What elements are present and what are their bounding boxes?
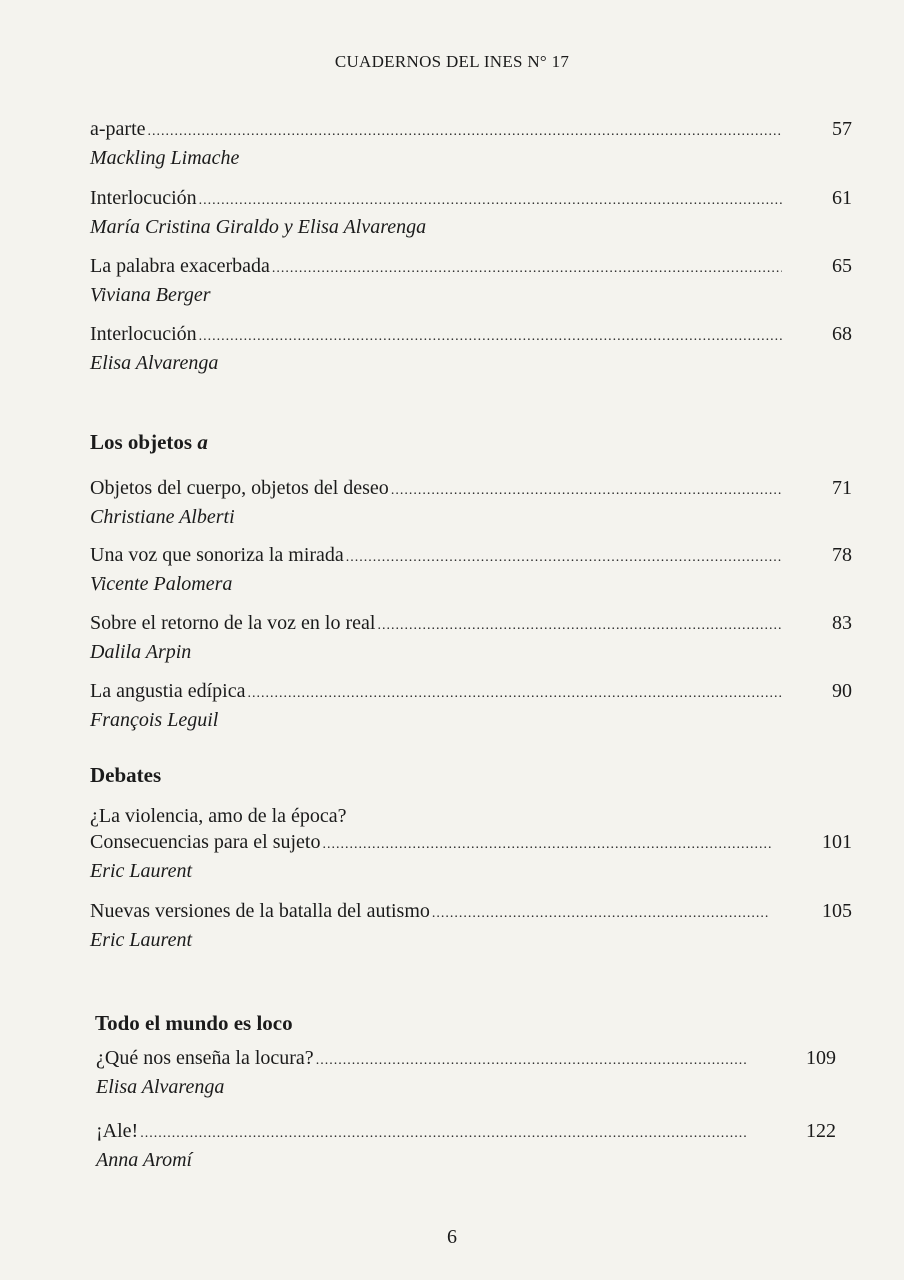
section-heading-debates: Debates xyxy=(90,763,162,787)
page-ref: 105 xyxy=(822,900,852,922)
toc-entry xyxy=(90,185,852,240)
page-ref: 101 xyxy=(822,831,852,853)
dot-leader xyxy=(346,545,782,571)
toc-line xyxy=(90,678,852,707)
dot-leader xyxy=(391,478,782,504)
entry-author: Viviana Berger xyxy=(90,284,211,306)
entry-author: Elisa Alvarenga xyxy=(90,352,219,374)
page-number: 6 xyxy=(447,1226,457,1248)
running-header: CUADERNOS DEL INES N° 17 xyxy=(334,52,570,71)
dot-leader xyxy=(148,119,782,145)
section-title-italic: a xyxy=(197,430,208,454)
toc-entry xyxy=(90,610,852,665)
dot-leader xyxy=(432,901,768,927)
entry-author: Vicente Palomera xyxy=(90,573,233,595)
dot-leader xyxy=(272,256,782,282)
entry-title: ¿Qué nos enseña la locura? xyxy=(96,1047,314,1069)
entry-author: Mackling Limache xyxy=(90,147,240,169)
entry-title: Una voz que sonoriza la mirada xyxy=(90,544,344,566)
section-heading-objetos xyxy=(90,430,208,455)
toc-entry xyxy=(90,321,852,376)
entry-author: Christiane Alberti xyxy=(90,506,235,528)
entry-author: Eric Laurent xyxy=(90,929,193,951)
page-ref: 61 xyxy=(832,187,852,209)
toc-line xyxy=(90,610,852,639)
toc-line xyxy=(90,185,852,214)
page-ref: 65 xyxy=(832,255,852,277)
section-heading-mundo: Todo el mundo es loco xyxy=(95,1011,293,1035)
entry-title: a-parte xyxy=(90,118,146,140)
page-ref: 90 xyxy=(832,680,852,702)
dot-leader xyxy=(199,188,782,214)
toc-line xyxy=(90,542,852,571)
dot-leader xyxy=(316,1048,748,1074)
entry-author: Elisa Alvarenga xyxy=(96,1076,225,1098)
page-ref: 83 xyxy=(832,612,852,634)
toc-line xyxy=(90,898,852,927)
entry-author: María Cristina Giraldo y Elisa Alvarenga xyxy=(90,216,427,238)
toc-line xyxy=(90,475,852,504)
toc-entry xyxy=(90,475,852,530)
page-ref: 122 xyxy=(806,1120,836,1142)
dot-leader xyxy=(322,832,772,858)
dot-leader xyxy=(248,681,783,707)
dot-leader xyxy=(140,1121,748,1147)
entry-title-line1: ¿La violencia, amo de la época? xyxy=(90,805,347,827)
entry-title: La palabra exacerbada xyxy=(90,255,270,277)
entry-title: Interlocución xyxy=(90,323,197,345)
toc-entry xyxy=(90,898,852,953)
entry-title: La angustia edípica xyxy=(90,680,246,702)
page-ref: 109 xyxy=(806,1047,836,1069)
toc-entry xyxy=(90,678,852,733)
dot-leader xyxy=(377,613,782,639)
toc-entry xyxy=(90,542,852,597)
entry-title: Nuevas versiones de la batalla del autismo xyxy=(90,900,430,922)
entry-title: Interlocución xyxy=(90,187,197,209)
entry-title: Sobre el retorno de la voz en lo real xyxy=(90,612,376,634)
toc-entry xyxy=(90,253,852,308)
toc-entry xyxy=(90,116,852,171)
toc-entry xyxy=(96,1045,836,1100)
entry-author: François Leguil xyxy=(90,709,219,731)
toc-line xyxy=(96,1118,836,1147)
toc-line xyxy=(90,253,852,282)
toc-line xyxy=(90,321,852,350)
toc-entry xyxy=(96,1118,836,1173)
page-ref: 68 xyxy=(832,323,852,345)
toc-line xyxy=(90,116,852,145)
entry-title: ¡Ale! xyxy=(96,1120,139,1142)
dot-leader xyxy=(199,324,782,350)
entry-title: Consecuencias para el sujeto xyxy=(90,831,321,853)
page-ref: 57 xyxy=(832,118,852,140)
entry-title: Objetos del cuerpo, objetos del deseo xyxy=(90,477,389,499)
entry-author: Dalila Arpin xyxy=(90,641,192,663)
page-ref: 78 xyxy=(832,544,852,566)
entry-author: Anna Aromí xyxy=(96,1149,193,1171)
page-ref: 71 xyxy=(832,477,852,499)
toc-line xyxy=(96,1045,836,1074)
toc-entry xyxy=(90,803,852,884)
section-title: Los objetos xyxy=(90,430,193,454)
entry-author: Eric Laurent xyxy=(90,860,193,882)
toc-line xyxy=(90,829,852,858)
